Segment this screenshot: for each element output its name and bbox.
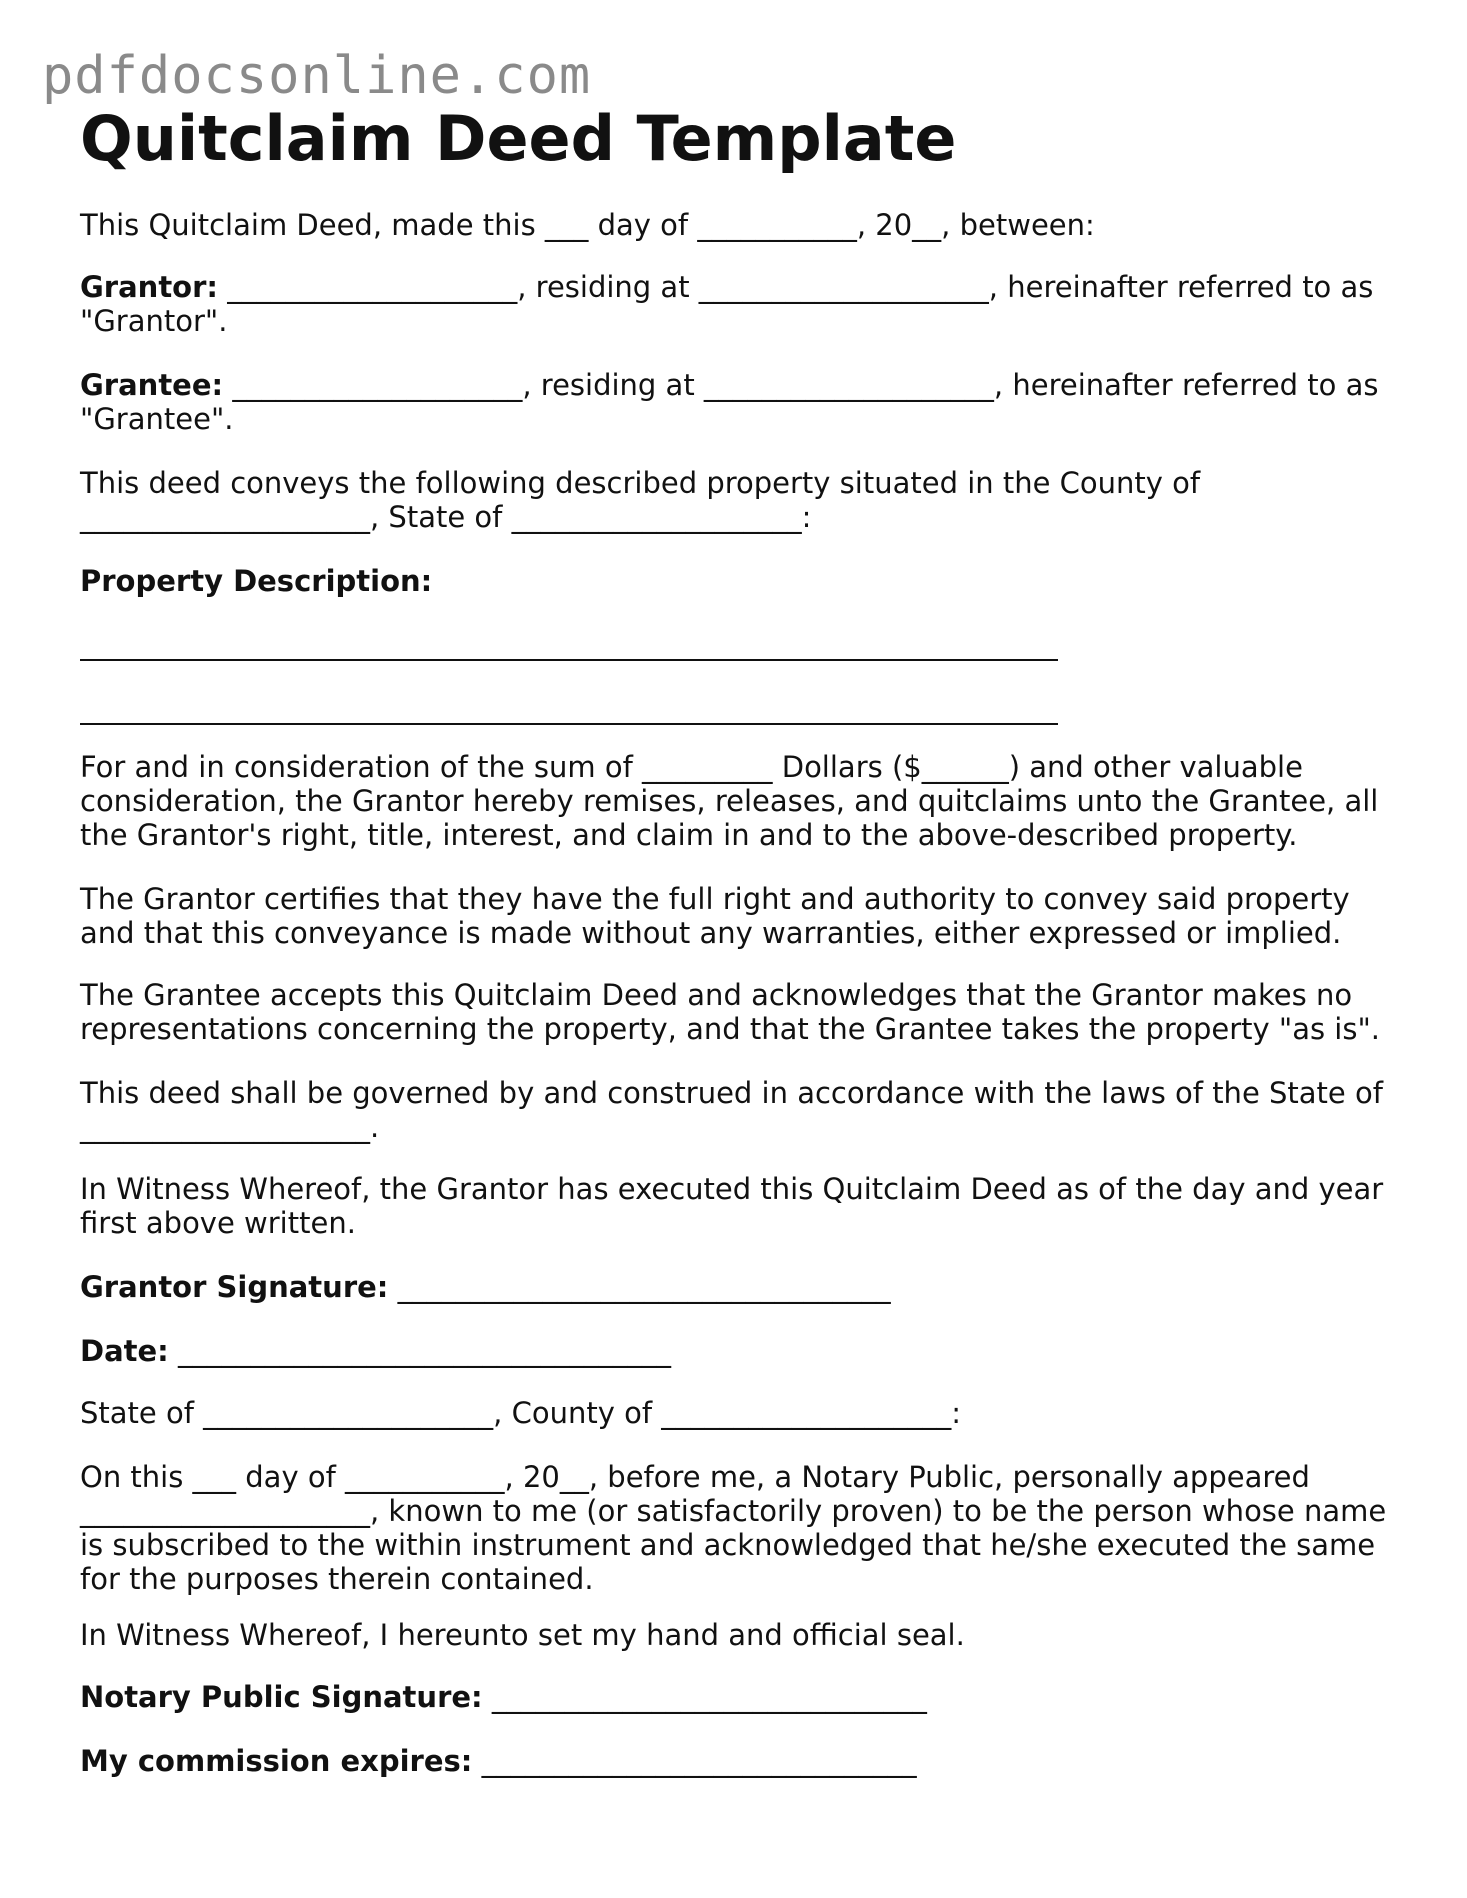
notary-signature-label: Notary Public Signature: xyxy=(80,1680,483,1714)
grantor-signature-row xyxy=(80,1270,1400,1304)
property-description-line-1 xyxy=(80,659,1058,661)
grantee-paragraph xyxy=(80,368,1400,436)
grantee-label: Grantee: xyxy=(80,368,224,402)
certification-paragraph: The Grantor certifies that they have the full right and authority to convey said property and that this conveyance is made without any warranties, either expressed or implied. xyxy=(80,882,1350,950)
state-county-paragraph: State of ____________________, County of ____________________: xyxy=(80,1396,962,1430)
acceptance-paragraph: The Grantee accepts this Quitclaim Deed and acknowledges that the Grantor makes no representations concerning the property, and that the Grantee takes the property "as is". xyxy=(80,978,1381,1046)
grantee-text: ____________________, residing at ____________________, hereinafter referred to as "Grantee". xyxy=(80,368,1379,436)
consideration-paragraph: For and in consideration of the sum of _________ Dollars ($______) and other valuable consideration, the Grantor hereby remises, releases, and quitclaims unto the Grantee, all the Grantor's right, title, interest, and claim in and to the above-described property. xyxy=(80,750,1379,852)
date-label: Date: xyxy=(80,1334,169,1368)
page-title: Quitclaim Deed Template xyxy=(80,102,957,175)
notary-statement-paragraph: On this ___ day of ___________, 20__, before me, a Notary Public, personally appeared ____________________, known to me (or satisfactorily proven) to be the person whose name is subscribed to the within instrument and acknowledged that he/she executed the same for the purposes therein contained. xyxy=(80,1460,1387,1596)
intro-paragraph: This Quitclaim Deed, made this ___ day of ___________, 20__, between: xyxy=(80,208,1095,242)
date-field[interactable]: __________________________________ xyxy=(168,1334,671,1368)
governing-law-paragraph: This deed shall be governed by and construed in accordance with the laws of the State of ____________________. xyxy=(80,1076,1383,1144)
date-row xyxy=(80,1334,1400,1368)
grantor-signature-field[interactable]: __________________________________ xyxy=(388,1270,891,1304)
document-page xyxy=(80,102,1400,1778)
grantor-paragraph xyxy=(80,270,1400,338)
grantor-label: Grantor: xyxy=(80,270,219,304)
notary-signature-row xyxy=(80,1680,1400,1714)
property-location-paragraph: This deed conveys the following described property situated in the County of ____________________, State of ____________________: xyxy=(80,466,1201,534)
notary-witness-paragraph: In Witness Whereof, I hereunto set my hand and official seal. xyxy=(80,1618,965,1652)
grantor-signature-label: Grantor Signature: xyxy=(80,1270,389,1304)
notary-signature-field[interactable]: ______________________________ xyxy=(482,1680,927,1714)
watermark: pdfdocsonline.com xyxy=(42,46,592,106)
property-description-line-2 xyxy=(80,723,1058,725)
witness-paragraph: In Witness Whereof, the Grantor has executed this Quitclaim Deed as of the day and year first above written. xyxy=(80,1172,1384,1240)
commission-row xyxy=(80,1744,1400,1778)
commission-label: My commission expires: xyxy=(80,1744,473,1778)
property-description-label: Property Description: xyxy=(80,564,433,598)
commission-field[interactable]: ______________________________ xyxy=(472,1744,917,1778)
grantor-text: ____________________, residing at ____________________, hereinafter referred to as "Grantor". xyxy=(80,270,1374,338)
